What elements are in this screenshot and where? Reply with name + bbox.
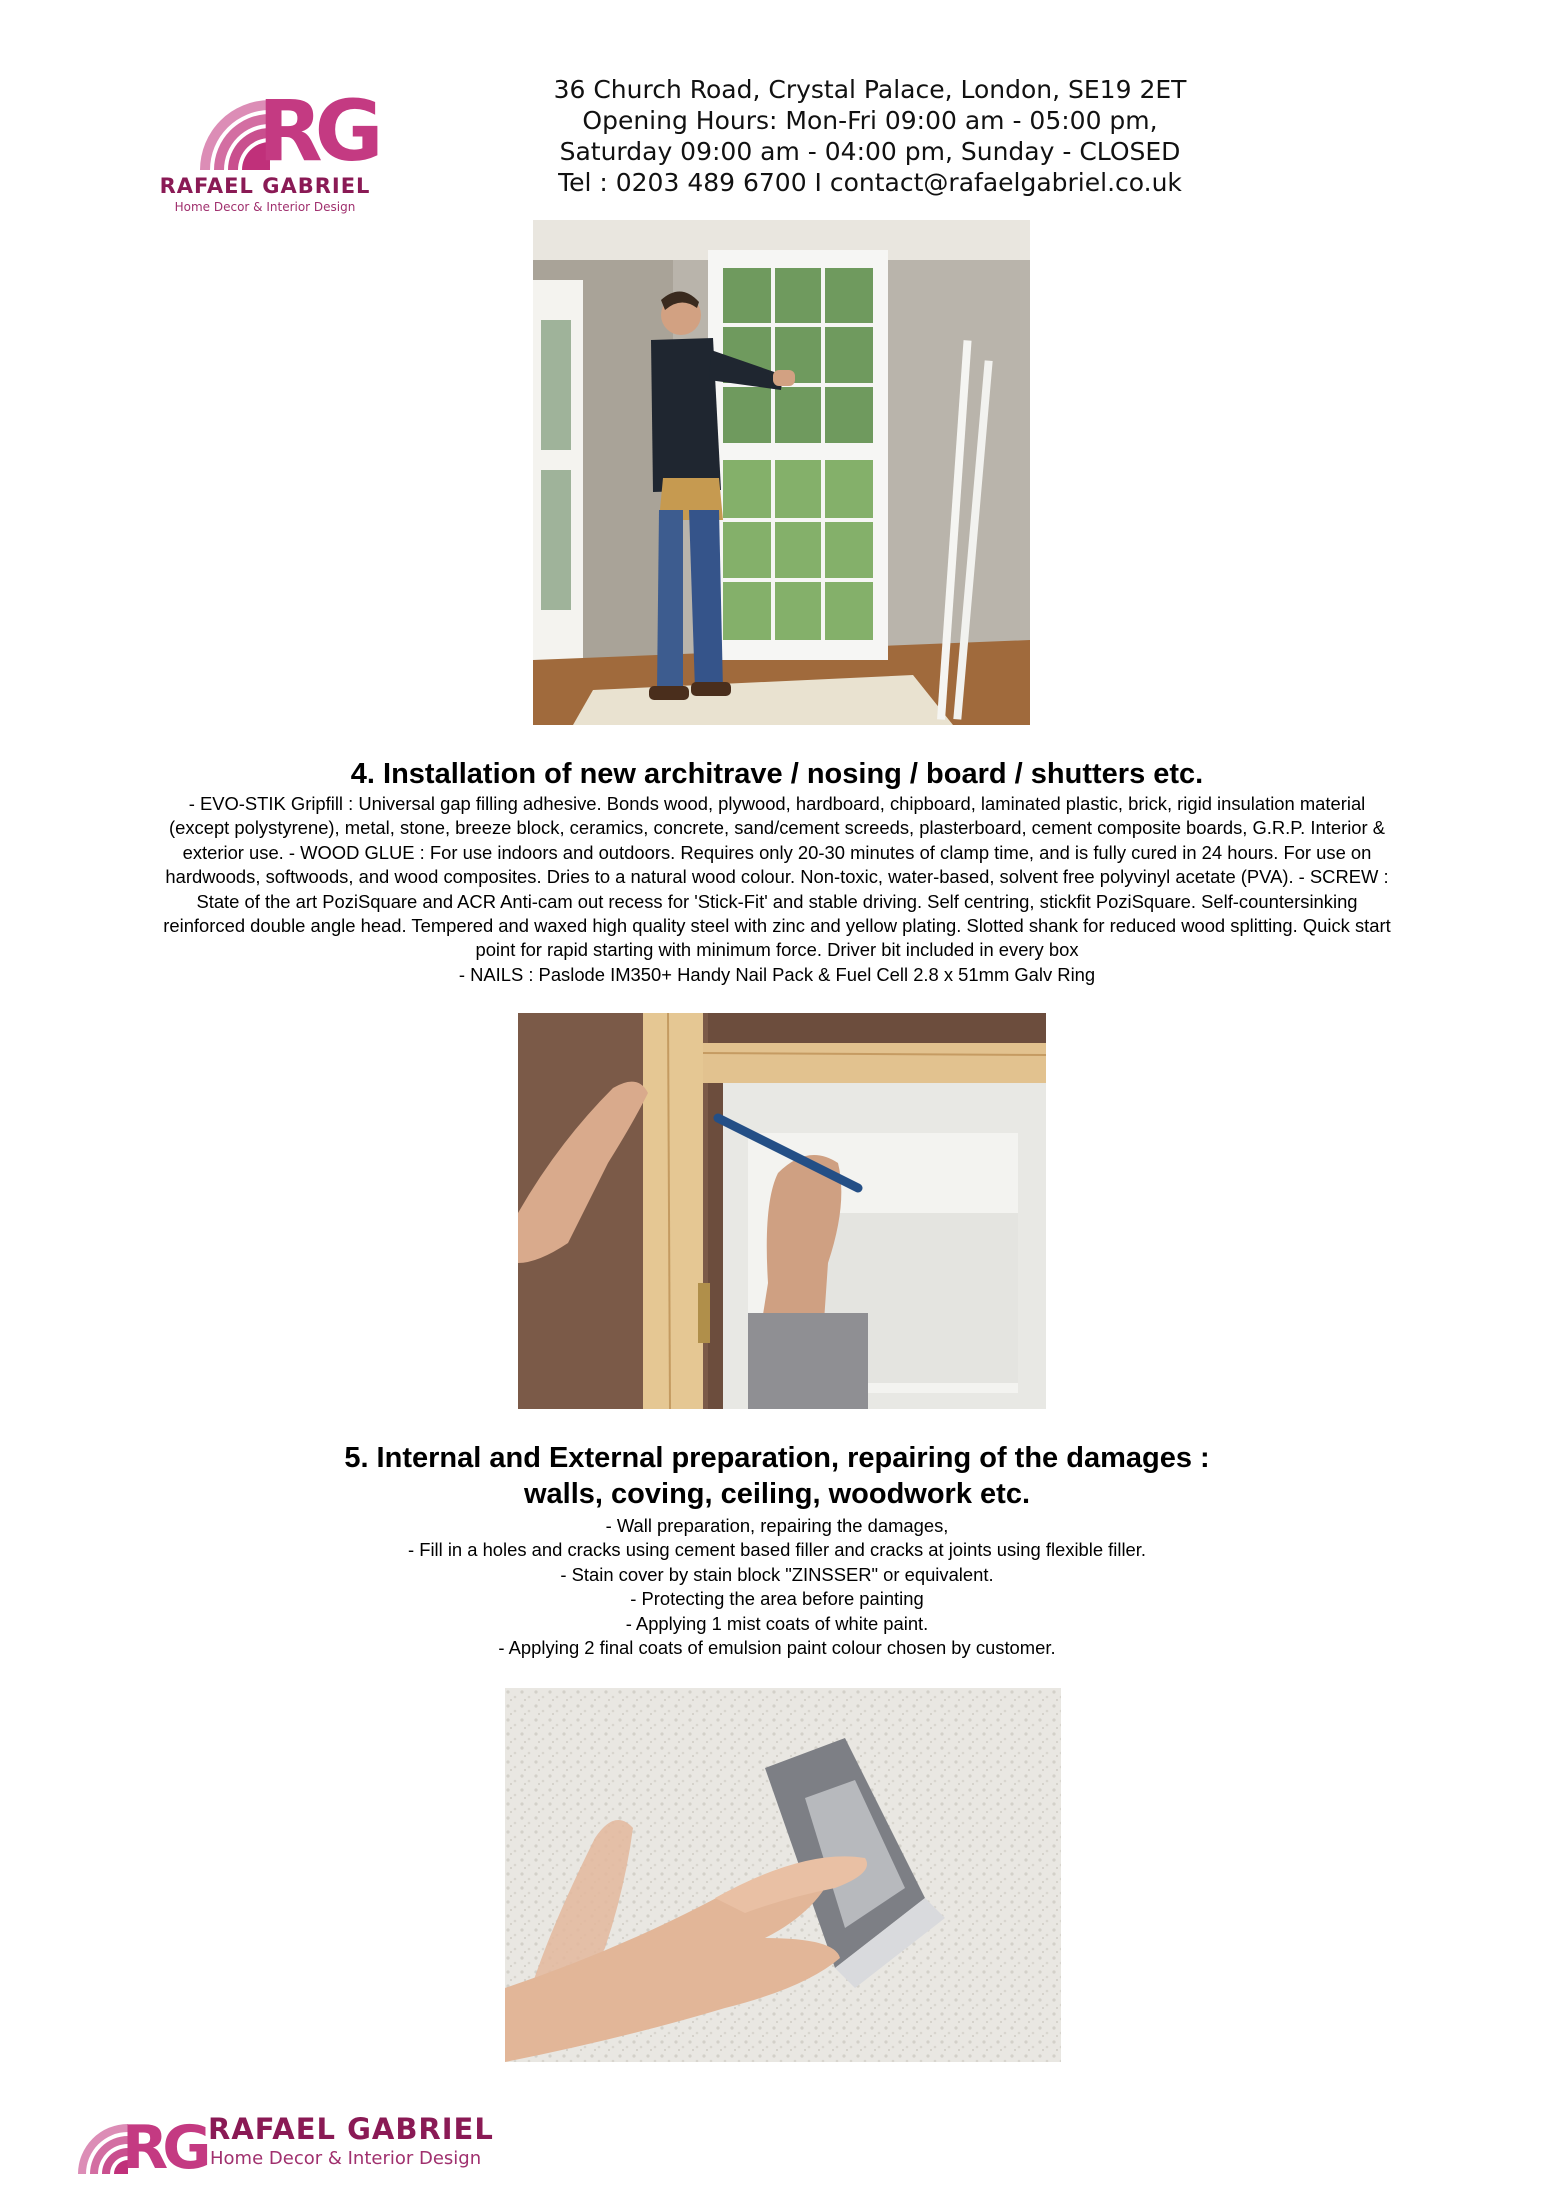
section-5-line: - Applying 1 mist coats of white paint.	[625, 1612, 929, 1634]
section-5-body	[60, 1514, 1494, 1660]
window-installation-photo	[533, 220, 1030, 725]
footer-brand-name: RAFAEL GABRIEL	[208, 2112, 494, 2146]
header-logo	[150, 78, 380, 218]
section-5-title: 5. Internal and External preparation, repairing of the damages :	[344, 1442, 1210, 1474]
section-4-body	[60, 792, 1494, 987]
contact-block	[540, 74, 1200, 198]
section-5-line: - Fill in a holes and cracks using cement based filler and cracks at joints using flexible filler.	[407, 1539, 1146, 1561]
section-4-title: 4. Installation of new architrave / nosing / board / shutters etc.	[350, 758, 1204, 790]
brand-name: RAFAEL GABRIEL	[159, 174, 371, 198]
address: 36 Church Road, Crystal Palace, London, SE19 2ET	[553, 75, 1187, 104]
section-4-line: - NAILS : Paslode IM350+ Handy Nail Pack & Fuel Cell 2.8 x 51mm Galv Ring	[458, 963, 1096, 985]
section-5-line: - Applying 2 final coats of emulsion paint colour chosen by customer.	[498, 1637, 1056, 1659]
section-4-line: reinforced double angle head. Tempered and waxed high quality steel with zinc and yellow plating. Slotted shank for reduced wood splitting. Quick start	[163, 915, 1391, 937]
logo-monogram: RG	[258, 82, 376, 180]
opening-hours-weekend: Saturday 09:00 am - 04:00 pm, Sunday - CLOSED	[559, 137, 1181, 166]
section-5-line: - Stain cover by stain block "ZINSSER" or equivalent.	[560, 1563, 994, 1585]
footer-brand-tagline: Home Decor & Interior Design	[210, 2148, 482, 2169]
section-4-line: point for rapid starting with minimum force. Driver bit included in every box	[475, 939, 1079, 961]
section-4-line: hardwoods, softwoods, and wood composites. Dries to a natural wood colour. Non-toxic, water-based, solvent free polyvinyl acetate (PVA). - SCREW :	[165, 866, 1389, 888]
phone-email: Tel : 0203 489 6700 I contact@rafaelgabriel.co.uk	[558, 168, 1182, 197]
wall-filler-photo	[505, 1688, 1061, 2062]
section-4-line: (except polystyrene), metal, stone, breeze block, ceramics, concrete, sand/cement screeds, plasterboard, cement composite boards, G.R.P. Interior &	[168, 817, 1386, 839]
opening-hours-weekday: Opening Hours: Mon-Fri 09:00 am - 05:00 pm,	[582, 106, 1158, 135]
section-5-line: - Wall preparation, repairing the damages,	[605, 1515, 949, 1536]
section-5-subtitle: walls, coving, ceiling, woodwork etc.	[524, 1478, 1030, 1510]
footer-logo	[78, 2108, 508, 2183]
section-5-line: - Protecting the area before painting	[630, 1588, 924, 1610]
section-4-line: State of the art PoziSquare and ACR Anti-cam out recess for 'Stick-Fit' and stable driving. Self centring, stickfit PoziSquare. Self-countersinking	[196, 890, 1358, 912]
rg-logo-icon	[78, 2108, 206, 2183]
brand-tagline: Home Decor & Interior Design	[174, 200, 356, 214]
architrave-marking-photo	[518, 1013, 1046, 1409]
logo-monogram: RG	[122, 2113, 206, 2183]
section-4-line: - EVO-STIK Gripfill : Universal gap filling adhesive. Bonds wood, plywood, hardboard, chipboard, laminated plastic, brick, rigid insulation material	[188, 793, 1366, 814]
section-4-line: exterior use. - WOOD GLUE : For use indoors and outdoors. Requires only 20-30 minutes of clamp time, and is fully cured in 24 hours. For use on	[182, 841, 1372, 863]
rg-logo-icon	[180, 78, 376, 180]
